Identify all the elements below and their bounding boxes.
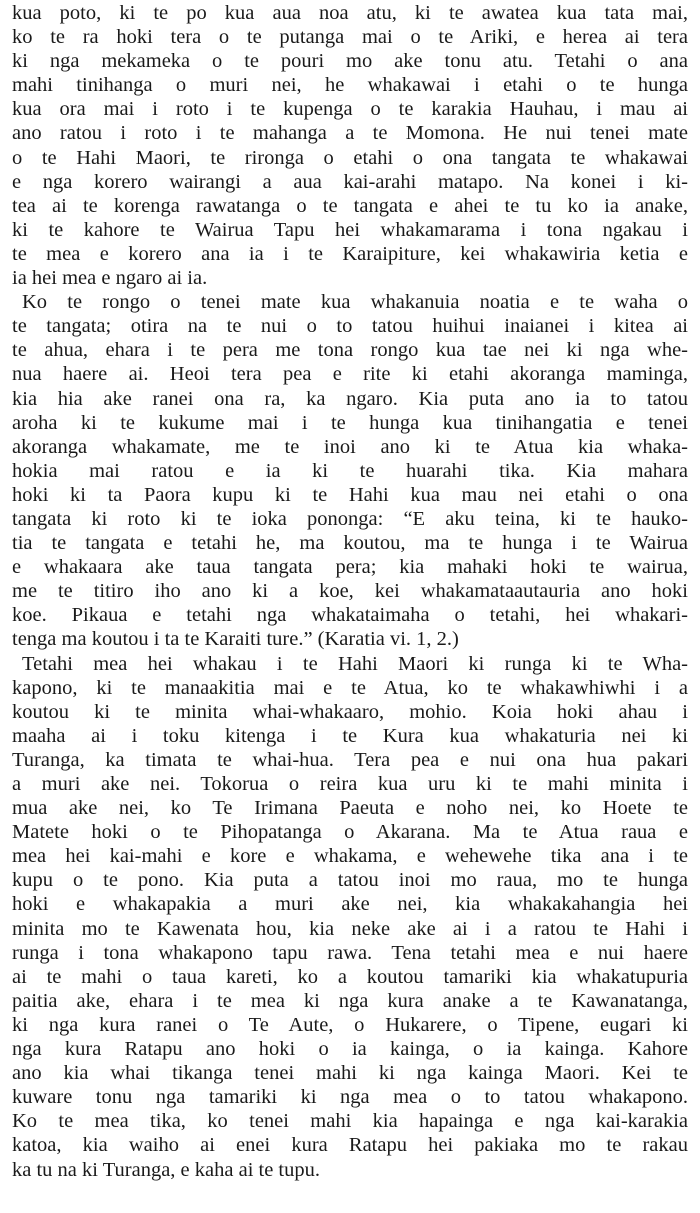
text-line: ia hei mea e ngaro ai ia.	[12, 267, 208, 290]
text-line: Ko te rongo o tenei mate kua whakanuia noatia e te waha o	[22, 291, 688, 314]
text-line: ano ratou i roto i te mahanga a te Momona. He nui tenei mate	[12, 122, 688, 145]
text-line: ko te ra hoki tera o te putanga mai o te Ariki, e herea ai tera	[12, 26, 688, 49]
text-line: aroha ki te kukume mai i te hunga kua tinihangatia e tenei	[12, 411, 688, 434]
text-line: kia hia ake ranei ona ra, ka ngaro. Kia puta ano ia to tatou	[12, 387, 688, 410]
text-line: Matete hoki o te Pihopatanga o Akarana. Ma te Atua raua e	[12, 821, 688, 844]
text-line: Ko te mea tika, ko tenei mahi kia hapainga e nga kai-karakia	[12, 1110, 688, 1133]
text-line: nga kura Ratapu ano hoki o ia kainga, o ia kainga. Kahore	[12, 1038, 688, 1061]
text-line: tea ai te korenga rawatanga o te tangata e ahei te tu ko ia anake,	[12, 194, 688, 217]
paragraph	[12, 652, 688, 1182]
text-line: kua poto, ki te po kua aua noa atu, ki te awatea kua tata mai,	[12, 2, 688, 24]
text-line: mea hei kai-mahi e kore e whakama, e wehewehe tika ana i te	[12, 845, 688, 868]
text-line: hokia mai ratou e ia ki te huarahi tika. Kia mahara	[12, 459, 688, 482]
text-line: akoranga whakamate, me te inoi ano ki te Atua kia whaka-	[12, 435, 688, 458]
text-line: tia te tangata e tetahi he, ma koutou, ma te hunga i te Wairua	[12, 532, 688, 555]
text-line: hoki e whakapakia a muri ake nei, kia whakakahangia hei	[12, 893, 688, 916]
text-line: ka tu na ki Turanga, e kaha ai te tupu.	[12, 1158, 321, 1181]
text-line: ki nga mekameka o te pouri mo ake tonu atu. Tetahi o ana	[12, 50, 688, 73]
text-line: te ahua, ehara i te pera me tona rongo kua tae nei ki nga whe-	[12, 339, 688, 362]
text-line: e whakaara ake taua tangata pera; kia mahaki hoki te wairua,	[12, 556, 688, 579]
text-line: kua ora mai i roto i te kupenga o te karakia Hauhau, i mau ai	[12, 98, 688, 121]
text-line: tenga ma koutou i ta te Karaiti ture.” (Karatia vi. 1, 2.)	[12, 628, 459, 651]
text-line: o te Hahi Maori, te rironga o etahi o ona tangata te whakawai	[12, 146, 688, 169]
text-line: runga i tona whakapono tapu rawa. Tena tetahi mea e nui haere	[12, 941, 688, 964]
text-line: ki nga kura ranei o Te Aute, o Hukarere, o Tipene, eugari ki	[12, 1013, 688, 1036]
text-line: hoki ki ta Paora kupu ki te Hahi kua mau nei etahi o ona	[12, 483, 688, 506]
text-line: nua haere ai. Heoi tera pea e rite ki etahi akoranga maminga,	[12, 363, 688, 386]
text-line: me te titiro iho ano ki a koe, kei whakamataautauria ano hoki	[12, 580, 688, 603]
text-line: kupu o te pono. Kia puta a tatou inoi mo raua, mo te hunga	[12, 869, 688, 892]
text-line: kapono, ki te manaakitia mai e te Atua, ko te whakawhiwhi i a	[12, 676, 688, 699]
text-line: ai te mahi o taua kareti, ko a koutou tamariki kia whakatupuria	[12, 965, 688, 988]
text-line: minita mo te Kawenata hou, kia neke ake ai i a ratou te Hahi i	[12, 917, 688, 940]
text-line: ki te kahore te Wairua Tapu hei whakamarama i tona ngakau i	[12, 218, 688, 241]
text-line: katoa, kia waiho ai enei kura Ratapu hei pakiaka mo te rakau	[12, 1134, 688, 1157]
text-line: Tetahi mea hei whakau i te Hahi Maori ki runga ki te Wha-	[22, 652, 688, 675]
text-line: a muri ake nei. Tokorua o reira kua uru ki te mahi minita i	[12, 773, 688, 795]
text-line: kuware tonu nga tamariki ki nga mea o to tatou whakapono.	[12, 1086, 688, 1109]
text-line: te tangata; otira na te nui o to tatou huihui inaianei i kitea ai	[12, 315, 688, 338]
text-line: mua ake nei, ko Te Irimana Paeuta e noho nei, ko Hoete te	[12, 797, 688, 820]
text-line: koutou ki te minita whai-whakaaro, mohio. Koia hoki ahau i	[12, 700, 688, 723]
paragraph	[12, 290, 688, 651]
text-line: koe. Pikaua e tetahi nga whakataimaha o tetahi, hei whakari-	[12, 604, 688, 627]
text-line: e nga korero wairangi a aua kai-arahi matapo. Na konei i ki-	[12, 170, 688, 193]
text-line: maaha ai i toku kitenga i te Kura kua whakaturia nei ki	[12, 724, 688, 747]
text-line: te mea e korero ana ia i te Karaipiture, kei whakawiria ketia e	[12, 242, 688, 265]
text-line: tangata ki roto ki te ioka pononga: “E aku teina, ki te hauko-	[12, 507, 688, 530]
text-line: paitia ake, ehara i te mea ki nga kura anake a te Kawanatanga,	[12, 989, 688, 1012]
text-line: mahi tinihanga o muri nei, he whakawai i etahi o te hunga	[12, 74, 688, 97]
paragraph	[12, 1, 688, 290]
text-line: ano kia whai tikanga tenei mahi ki nga kainga Maori. Kei te	[12, 1062, 688, 1085]
text-line: Turanga, ka timata te whai-hua. Tera pea e nui ona hua pakari	[12, 748, 688, 771]
